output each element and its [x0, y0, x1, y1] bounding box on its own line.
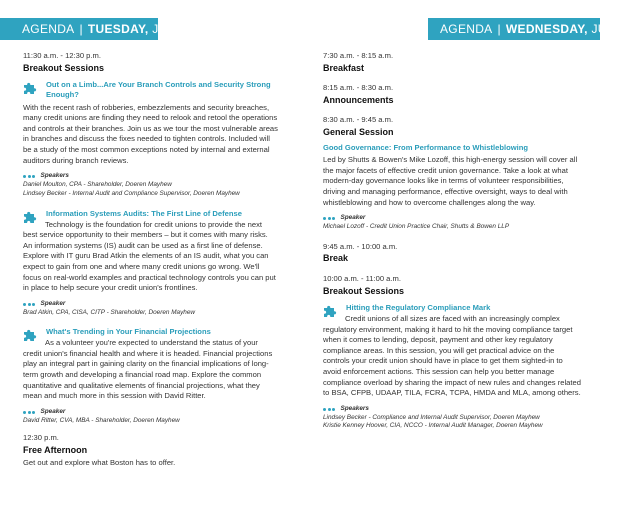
time-slot: 8:30 a.m. - 9:45 a.m.: [323, 115, 394, 125]
header-day: TUESDAY,: [87, 22, 149, 36]
speaker-block: [323, 405, 581, 431]
event-title: General Session: [323, 126, 394, 137]
speaker-name: Daniel Moulton, CPA - Shareholder, Doeren Mayhew: [23, 180, 172, 188]
header-date: JUNE 26: [591, 22, 642, 36]
dots-icon: [323, 408, 337, 411]
session-title: Good Governance: From Performance to Whistleblowing: [323, 142, 529, 152]
speaker-label: Speaker: [40, 407, 66, 415]
time-slot: 8:15 a.m. - 8:30 a.m.: [323, 83, 394, 93]
header-day: WEDNESDAY,: [505, 22, 588, 36]
speaker-name: David Ritter, CVA, MBA - Shareholder, Doeren Mayhew: [23, 416, 180, 424]
session-title: Hitting the Regulatory Compliance Mark: [346, 303, 491, 313]
header-separator: |: [79, 22, 83, 36]
puzzle-icon: [23, 210, 37, 224]
event-description: Get out and explore what Boston has to offer.: [23, 457, 176, 467]
speaker-block: [23, 300, 278, 318]
header-label: AGENDA: [440, 22, 493, 36]
header-separator: |: [497, 22, 501, 36]
session-description: Technology is the foundation for credit unions to provide the next best service opportunity to their members – but it comes with many risks. An information systems (IS) audit can be used as a first line of defense. Explore with IT guru Brad Atkin the elements of an IS audit, what you can expect to gain from one and where many credit unions go wrong. We'll focus on real-world examples and practical technology controls you can put in place to help secure your credit union's frontlines.: [23, 219, 276, 293]
dots-icon: [23, 303, 37, 306]
session-description: Led by Shutts & Bowen's Mike Lozoff, this high-energy session will cover all the major facets of effective credit union governance. Take a look at what modern-day governance looks like in terms of volunteer responsibilities, driving and managing performance, effective oversight, ways to deal with whistleblowing and how to overcome challenges along the way.: [323, 155, 578, 207]
event-title: Breakout Sessions: [23, 62, 105, 73]
event-title: Breakfast: [323, 62, 365, 73]
event-title: Free Afternoon: [23, 445, 88, 456]
dots-icon: [23, 175, 37, 178]
dots-icon: [23, 411, 37, 414]
event-title: Break: [323, 253, 349, 264]
speaker-label: Speaker: [40, 299, 66, 307]
speaker-block: [23, 408, 278, 426]
puzzle-icon: [323, 304, 337, 318]
speaker-name: Lindsey Becker - Internal Audit and Compliance Supervisor, Doeren Mayhew: [23, 189, 240, 197]
puzzle-icon: [23, 81, 37, 95]
header-banner-wednesday: [428, 18, 642, 40]
session-title: Information Systems Audits: The First Line of Defense: [46, 208, 242, 218]
session-title: Out on a Limb...Are Your Branch Controls and Security Strong Enough?: [46, 80, 271, 100]
dots-icon: [323, 217, 337, 220]
speaker-name: Lindsey Becker - Compliance and Internal Audit Supervisor, Doeren Mayhew: [323, 413, 540, 421]
event-title: Breakout Sessions: [323, 285, 405, 296]
event-title: Announcements: [323, 94, 394, 105]
time-slot: 7:30 a.m. - 8:15 a.m.: [323, 51, 394, 60]
speaker-name: Michael Lozoff - Credit Union Practice Chair, Shutts & Bowen LLP: [323, 222, 510, 230]
speaker-name: Kristie Kenney Hoover, CIA, NCCO - Internal Audit Manager, Doeren Mayhew: [323, 422, 543, 430]
session-header: [23, 80, 278, 100]
session-description: Credit unions of all sizes are faced with an increasingly complex regulatory environment, making it hard to hit the moving compliance target when it comes to lending, deposit, payment and other key regulatory compliance areas. In this session, you will get practical advice on the controls your credit union should have in place to get them sighted-in to avoid enforcement actions. This session can help you better manage compliance overload by sharing the impact of new rules and changes related to BSA, CFPB, UDAAP, TILA, FCRA, TCPA, HMDA and MLA, among others.: [323, 314, 581, 398]
header-label: AGENDA: [22, 22, 75, 36]
speaker-block: [323, 214, 581, 232]
header-banner-tuesday: [0, 18, 203, 40]
speaker-block: [23, 172, 278, 198]
time-slot: 10:00 a.m. - 11:00 a.m.: [323, 273, 401, 283]
session-description: As a volunteer you're expected to understand the status of your credit union's financial health and where it is headed. Financial projections play an integral part in gaining clarity on the financial implications of long-term growth and developing a financial road map. Explore the common quantitative and qualitative elements of financial projections, what they mean and much more in this session with David Ritter.: [23, 338, 273, 401]
speaker-label: Speakers: [40, 172, 69, 180]
time-slot: 9:45 a.m. - 10:00 a.m.: [323, 241, 398, 251]
speaker-label: Speakers: [340, 404, 369, 412]
time-slot: 11:30 a.m. - 12:30 p.m.: [23, 51, 101, 60]
puzzle-icon: [23, 328, 37, 342]
speaker-name: Brad Atkin, CPA, CISA, CITP - Shareholder, Doeren Mayhew: [23, 308, 196, 316]
speaker-label: Speaker: [340, 214, 366, 222]
session-description: With the recent rash of robberies, embezzlements and security breaches, many credit unions are finding they need to relook and retool the operations and controls at their branches. Join us as we tour the most vulnerable areas in branches and discuss the fixes needed to tighten controls. Included will be a study of the most common exceptions noted by internal and external auditors during branch reviews.: [23, 102, 278, 165]
wednesday-column: [323, 51, 581, 431]
tuesday-column: [23, 51, 278, 468]
session-title: What's Trending in Your Financial Projections: [46, 327, 211, 337]
header-date: JUNE 25: [152, 22, 203, 36]
time-slot: 12:30 p.m.: [23, 433, 59, 443]
